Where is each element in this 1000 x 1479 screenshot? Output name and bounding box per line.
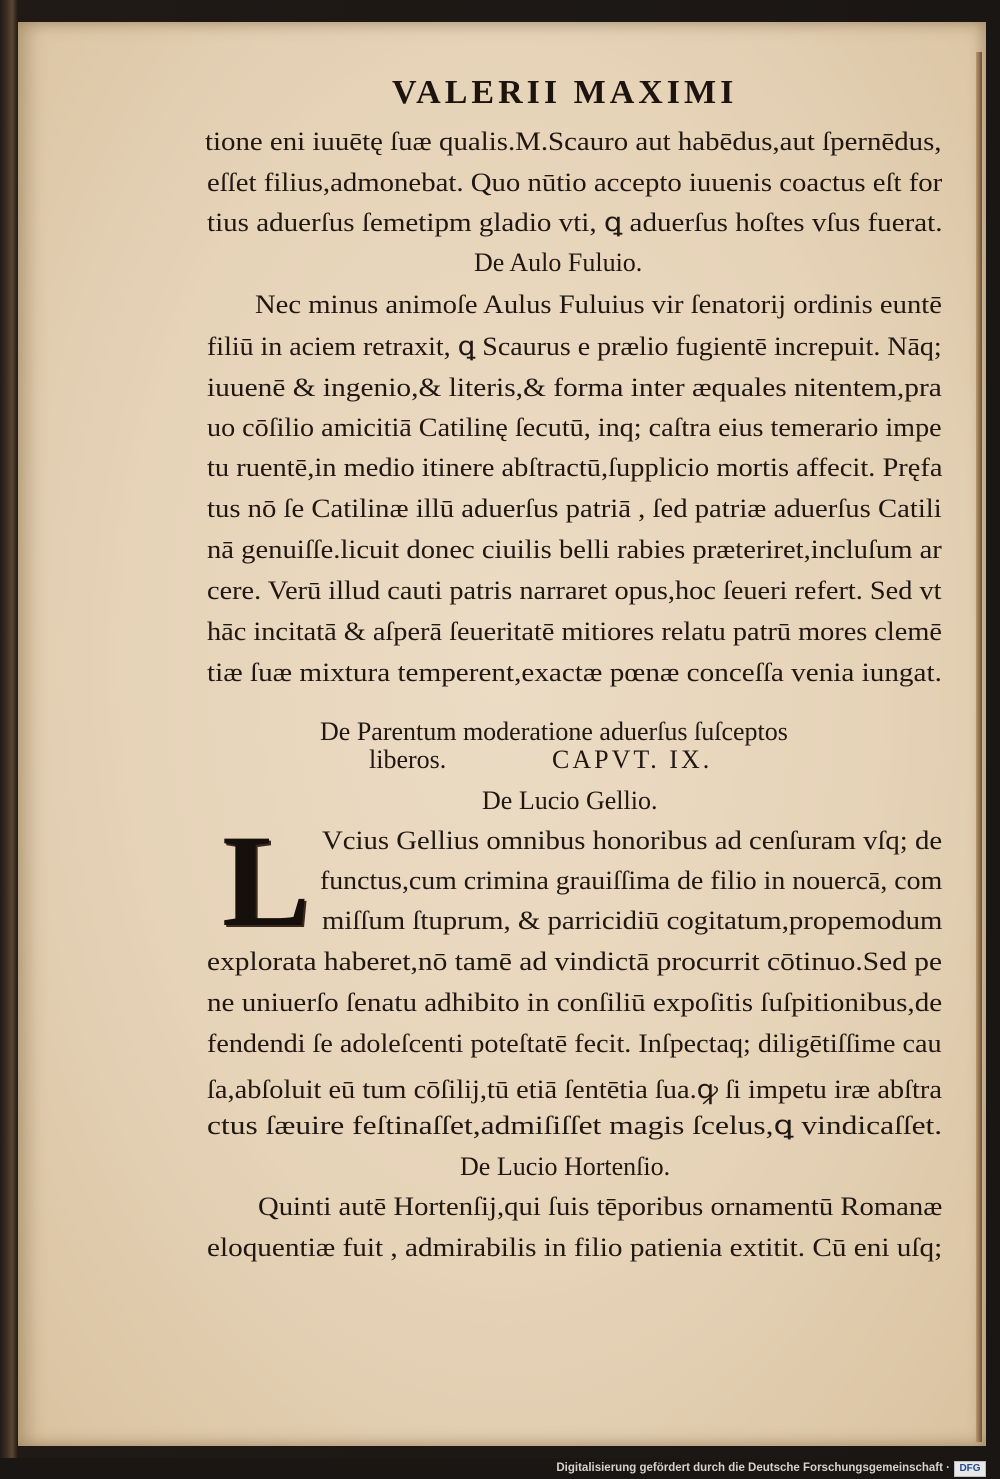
running-head: VALERII MAXIMI — [392, 74, 738, 111]
text-line: tus nō ſe Catilinæ illū aduerſus patriā , ſed patriæ aduerſus Catili — [207, 494, 942, 523]
chapter-title: De Parentum moderatione aduerſus ſuſceptos — [320, 717, 788, 746]
text-line: tius aduerſus ſemetipm gladio vti, ꝗ aduerſus hoſtes vſus fuerat. — [207, 208, 943, 237]
chapter-number: CAPVT. IX. — [552, 745, 713, 774]
text-line: eſſet filius,admonebat. Quo nūtio accepto iuuenis coactus eſt for — [207, 168, 943, 197]
text-line: ſa,abſoluit eū tum cōſilij,tū etiā ſentētia ſua.ꝙ ſi impetu iræ abſtra — [207, 1075, 942, 1104]
chapter-title-word: liberos. — [369, 745, 447, 774]
text-line: uo cōſilio amicitiā Catilinę ſecutū, inq; caſtra eius temerario impe — [207, 413, 942, 442]
section-heading: De Aulo Fuluio. — [474, 248, 643, 277]
text-line: tu ruentē,in medio itinere abſtractū,ſupplicio mortis affecit. Pręfa — [207, 453, 943, 482]
text-line: ne uniuerſo ſenatu adhibito in conſiliū expoſitis ſuſpitionibus,de — [207, 988, 943, 1017]
text-line: eloquentiæ fuit , admirabilis in filio patienia extitit. Cū eni uſq; — [207, 1233, 943, 1262]
decorated-initial: L — [222, 807, 311, 954]
text-line: hāc incitatā & aſperā ſeueritatē mitiores relatu patrū mores clemē — [207, 617, 942, 646]
text-line: miſſum ſtuprum, & parricidiū cogitatum,propemodum — [322, 906, 943, 935]
text-line: functus,cum crimina grauiſſima de filio in nouercā, com — [320, 866, 943, 895]
text-line: tiæ ſuæ mixtura temperent,exactæ pœnæ conceſſa venia iungat. — [207, 658, 942, 687]
text-line: iuuenē & ingenio,& literis,& forma inter æquales nitentem,pra — [207, 373, 942, 402]
text-line: Vcius Gellius omnibus honoribus ad cenſuram vſq; de — [322, 826, 943, 855]
dfg-logo-icon: DFG — [954, 1461, 986, 1477]
text-line: tione eni iuuētę ſuæ qualis.M.Scauro aut habēdus,aut ſpernēdus, — [205, 127, 942, 156]
text-line: explorata haberet,nō tamē ad vindictā procurrit cōtinuo.Sed pe — [207, 947, 943, 976]
text-line: Nec minus animoſe Aulus Fuluius vir ſenatorij ordinis euntē — [255, 290, 942, 319]
text-line: ctus ſæuire feſtinaſſet,admiſiſſet magis ſcelus,ꝗ vindicaſſet. — [207, 1111, 943, 1140]
section-heading: De Lucio Hortenſio. — [460, 1152, 671, 1181]
page-edge — [976, 52, 982, 1442]
text-line: nā genuiſſe.licuit donec ciuilis belli rabies præteriret,incluſum ar — [207, 535, 942, 564]
footer-credit: Digitalisierung gefördert durch die Deutsche Forschungsgemeinschaft · — [556, 1462, 950, 1474]
text-line: fendendi ſe adoleſcenti poteſtatē fecit. Inſpectaq; diligētiſſime cau — [207, 1029, 942, 1058]
text-line: Quinti autē Hortenſij,qui ſuis tēporibus ornamentū Romanæ — [258, 1192, 943, 1221]
text-line: cere. Verū illud cauti patris narraret opus,hoc ſeueri refert. Sed vt — [207, 576, 942, 605]
text-line: filiū in aciem retraxit, ꝗ Scaurus e prælio fugientē increpuit. Nāq; — [207, 332, 942, 361]
section-heading: De Lucio Gellio. — [482, 786, 658, 815]
